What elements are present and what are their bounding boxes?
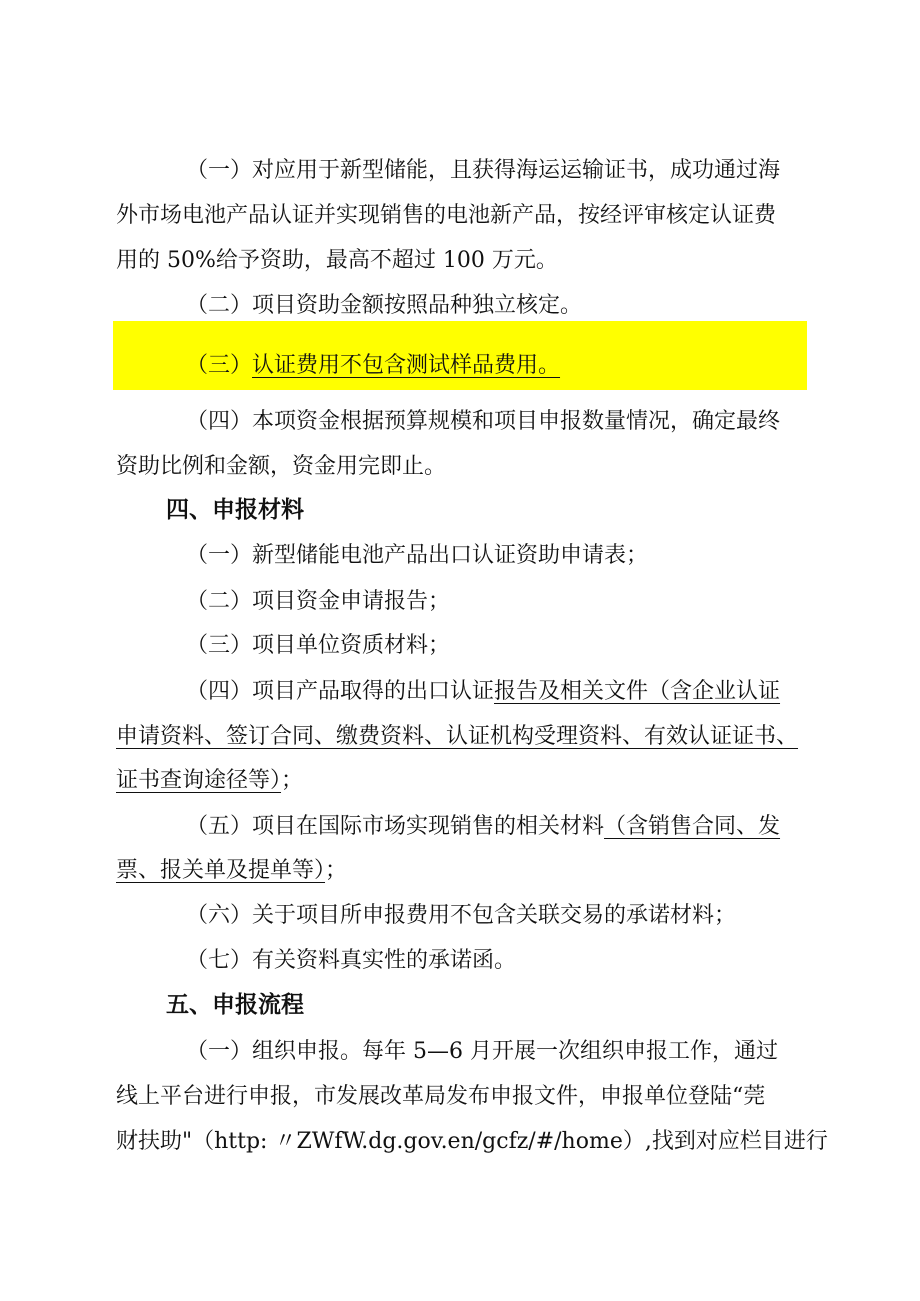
section4-item7: （七）有关资料真实性的承诺函。: [186, 948, 517, 973]
section4-item2: （二）项目资金申请报告；: [186, 589, 451, 614]
para2: （二）项目资助金额按照品种独立核定。: [186, 293, 583, 318]
section4-item6: （六）关于项目所申报费用不包含关联交易的承诺材料；: [186, 903, 737, 928]
section4-item4-plain: （四）项目产品取得的出口认证: [186, 679, 495, 704]
para3-prefix: （三）: [186, 353, 253, 378]
section4-item5-underlined: （含销售合同、发: [604, 814, 781, 839]
section4-item5-line2-tail: ；: [325, 858, 348, 883]
section5-p1-line3: 财扶助"（http: 〃ZWfW.dg.gov.en/gcfz/#/home）,找到对应栏目进行: [116, 1129, 828, 1154]
section4-item4-line2: 申请资料、签订合同、缴费资料、认证机构受理资料、有效认证证书、: [116, 724, 799, 749]
section4-item4-line3: [116, 766, 303, 796]
section4-item4-line1: [186, 677, 780, 707]
section4-item1: （一）新型储能电池产品出口认证资助申请表；: [186, 543, 649, 568]
section5-heading: 五、申报流程: [166, 992, 304, 1018]
para1-line2: 外市场电池产品认证并实现销售的电池新产品，按经评审核定认证费: [116, 203, 777, 228]
section4-item4-line3-underlined: 证书查询途径等）: [116, 768, 282, 793]
section4-item5-plain: （五）项目在国际市场实现销售的相关材料: [186, 814, 605, 839]
section5-p1-line2: 线上平台进行申报，市发展改革局发布申报文件，申报单位登陆“莞: [116, 1084, 766, 1109]
section5-p1-line1: （一）组织申报。每年 5—6 月开展一次组织申报工作，通过: [186, 1039, 778, 1064]
section4-item5-line1: [186, 812, 780, 842]
section4-item5-line2-underlined: 票、报关单及提单等）: [116, 858, 326, 883]
para4-line1: （四）本项资金根据预算规模和项目申报数量情况，确定最终: [186, 409, 781, 434]
para1-line1: （一）对应用于新型储能，且获得海运运输证书，成功通过海: [186, 158, 781, 183]
para1-line3: 用的 50%给予资助，最高不超过 100 万元。: [116, 248, 558, 273]
section4-item4-line3-tail: ；: [281, 768, 304, 793]
section4-item5-line2: [116, 856, 347, 886]
section4-item4-underlined: 报告及相关文件（含企业认证: [494, 679, 781, 704]
para3-underlined-text: 认证费用不包含测试样品费用。: [252, 353, 561, 378]
para4-line2: 资助比例和金额，资金用完即止。: [116, 454, 447, 479]
para3: [186, 351, 560, 381]
section4-heading: 四、申报材料: [166, 497, 304, 523]
section4-item3: （三）项目单位资质材料；: [186, 633, 451, 658]
